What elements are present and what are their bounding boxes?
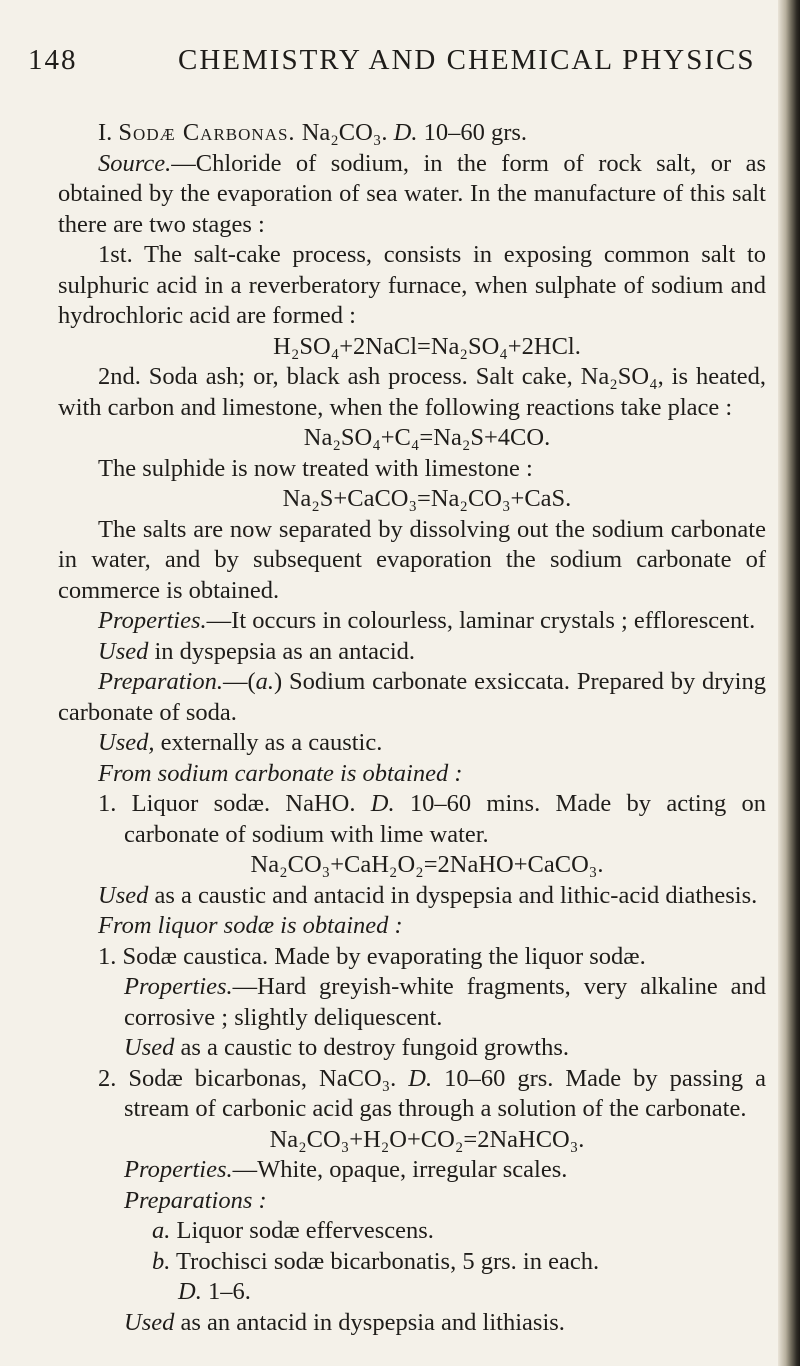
used-text: as a caustic and antacid in dyspepsia and lithic-acid diathesis. bbox=[148, 881, 758, 909]
preparation-text: ) Sodium carbonate exsiccata. Prepared by drying carbonate of soda. bbox=[58, 668, 766, 726]
sodae-bicarbonas-item bbox=[58, 1064, 766, 1125]
equation-1: H₂SO₄+2NaCl=Na₂SO₄+2HCl. bbox=[273, 332, 581, 360]
item-text: Liquor sodæ effervescens. bbox=[170, 1217, 434, 1244]
dose-value: 10–60 grs. bbox=[417, 119, 528, 146]
item-letter: a. bbox=[152, 1217, 171, 1244]
source-paragraph bbox=[58, 149, 766, 241]
dose-label: D. bbox=[370, 790, 395, 817]
preparation-dash: —( bbox=[223, 668, 256, 695]
page-edge-shadow bbox=[778, 0, 800, 1366]
equation-5: Na₂CO₃+H₂O+CO₂=2NaHCO₃. bbox=[269, 1125, 585, 1153]
used-label: Used bbox=[124, 1034, 175, 1061]
separation-paragraph: The salts are now separated by dissolving out the sodium carbonate in water, and by subsequent evaporation the sodium carbonate of commerce is obtained. bbox=[58, 515, 766, 604]
dose-label: D. bbox=[393, 119, 418, 146]
preparation-b-dose bbox=[58, 1277, 766, 1308]
bicarbonas-title: 2. Sodæ bicarbonas, NaCO₃. bbox=[98, 1064, 409, 1092]
bicarbonas-text: 10–60 grs. Made by passing a stream of carbonic acid gas through a solution of the carbonate. bbox=[124, 1064, 766, 1122]
used-text: in dyspepsia as an antacid. bbox=[148, 637, 416, 665]
bicarbonas-used bbox=[58, 1308, 766, 1339]
properties-paragraph bbox=[58, 606, 766, 637]
dose-label: D. bbox=[178, 1278, 202, 1305]
properties-label: Properties. bbox=[124, 973, 233, 1000]
page-number: 148 bbox=[28, 44, 78, 76]
from-carbonate-heading: From sodium carbonate is obtained : bbox=[98, 759, 463, 787]
item-text: Trochisci sodæ bicarbonatis, 5 grs. in each. bbox=[170, 1247, 600, 1275]
preparation-item-letter: a. bbox=[255, 668, 275, 695]
properties-text: —White, opaque, irregular scales. bbox=[232, 1156, 568, 1183]
entry-title: Sodæ Carbonas. bbox=[118, 119, 296, 146]
sulphide-paragraph: The sulphide is now treated with limestone : bbox=[98, 454, 533, 482]
stage-one-paragraph: 1st. The salt-cake process, consists in exposing common salt to sulphuric acid in a reverberatory furnace, when sulphate of sodium and hydrochloric acid are formed : bbox=[58, 241, 766, 329]
caustica-used bbox=[58, 1033, 766, 1064]
bicarbonas-properties bbox=[58, 1155, 766, 1186]
running-title: CHEMISTRY AND CHEMICAL PHYSICS bbox=[178, 44, 756, 76]
used-label: Used, bbox=[98, 729, 155, 756]
dose-value: 1–6. bbox=[201, 1278, 251, 1305]
source-label: Source. bbox=[98, 149, 172, 177]
equation-4: Na₂CO₃+CaH₂O₂=2NaHO+CaCO₃. bbox=[250, 851, 604, 878]
page-body bbox=[58, 118, 766, 1338]
liquor-sodae-item bbox=[58, 789, 766, 850]
liquor-used-paragraph bbox=[58, 881, 766, 912]
from-liquor-heading: From liquor sodæ is obtained : bbox=[98, 912, 403, 939]
used-externally-paragraph bbox=[58, 728, 766, 759]
used-label: Used bbox=[98, 637, 149, 665]
dose-label: D. bbox=[408, 1064, 433, 1092]
caustica-properties bbox=[58, 972, 766, 1033]
entry-heading bbox=[58, 118, 766, 149]
entry-formula: Na₂CO₃. bbox=[295, 119, 394, 146]
used-text: as an antacid in dyspepsia and lithiasis. bbox=[174, 1308, 565, 1336]
properties-label: Properties. bbox=[124, 1156, 233, 1183]
sodae-caustica-item: 1. Sodæ caustica. Made by evaporating the liquor sodæ. bbox=[98, 942, 646, 970]
preparations-heading: Preparations : bbox=[124, 1186, 267, 1214]
used-label: Used bbox=[98, 881, 149, 909]
liquor-sodae-title: 1. Liquor sodæ. NaHO. bbox=[98, 790, 371, 817]
properties-text: —It occurs in colourless, laminar crystals ; efflorescent. bbox=[206, 607, 756, 634]
equation-3: Na₂S+CaCO₃=Na₂CO₃+CaS. bbox=[282, 485, 572, 512]
preparation-paragraph bbox=[58, 667, 766, 728]
preparation-a bbox=[58, 1216, 766, 1247]
used-text: as a caustic to destroy fungoid growths. bbox=[174, 1034, 570, 1061]
item-letter: b. bbox=[152, 1247, 171, 1275]
used-paragraph bbox=[58, 637, 766, 668]
properties-label: Properties. bbox=[98, 607, 207, 634]
preparation-label: Preparation. bbox=[98, 668, 223, 695]
equation-2: Na₂SO₄+C₄=Na₂S+4CO. bbox=[303, 424, 551, 451]
running-header bbox=[28, 44, 768, 77]
properties-text: —Hard greyish-white fragments, very alkaline and corrosive ; slightly deliquescent. bbox=[124, 973, 766, 1031]
preparation-b bbox=[58, 1247, 766, 1278]
entry-number: I. bbox=[98, 119, 119, 146]
used-text: externally as a caustic. bbox=[154, 729, 383, 756]
used-label: Used bbox=[124, 1308, 175, 1336]
source-text: —Chloride of sodium, in the form of rock salt, or as obtained by the evaporation of sea water. In the manufacture of this salt there are two stages : bbox=[58, 149, 766, 238]
liquor-sodae-text: 10–60 mins. Made by acting on carbonate of sodium with lime water. bbox=[124, 790, 766, 848]
stage-two-paragraph: 2nd. Soda ash; or, black ash process. Salt cake, Na₂SO₄, is heated, with carbon and limestone, when the following reactions take place : bbox=[58, 363, 766, 421]
